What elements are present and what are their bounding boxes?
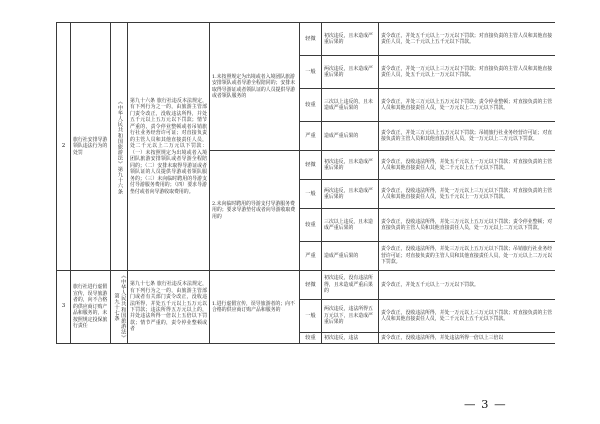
- severity-level: 严重: [300, 122, 322, 151]
- law-basis-text: 《中华人民共和国旅游法》第九十七条: [113, 273, 126, 341]
- penalty-standard: 责令改正，没收违法所得，并处一万元以上三万元以下罚款；对直接负责的主管人员和其他直接责任人员，处五千元以上一万元以下罚款。: [379, 180, 556, 209]
- row-number: 3: [57, 271, 71, 344]
- penalty-standard: 责令改正，并处五千元以上一万元以下罚款；对直接负责的主管人员和其他直接责任人员，处二千元以上五千元以下罚款。: [379, 23, 556, 56]
- law-basis: [111, 271, 128, 344]
- penalty-standard: 责令改正，并处五千元以上一万元以下罚款。: [379, 271, 556, 300]
- violation-circumstance: 两次违反，且未造成严重后果的: [322, 56, 379, 89]
- penalty-standard: 责令改正，没收违法所得，并处三万元以上五万元以下罚款；吊销旅行社业务经营许可证；对直接负责的主管人员和其他直接责任人员，处一万元以上二万元以下罚款。: [379, 242, 556, 271]
- penalty-standard: 责令改正，并处三万元以上五万元以下罚款；责令停业整顿；对直接负责的主管人员和其他直接责任人员，处一万元以上二万元以下罚款。: [379, 89, 556, 122]
- severity-level: 轻微: [300, 23, 322, 56]
- severity-level: 较重: [300, 209, 322, 242]
- severity-level: 轻微: [300, 151, 322, 180]
- violation-item: 旅行社进行虚假宣传，误导旅游者的，向不合格的供应商订购产品和服务的，未按照规定投保旅行责任: [71, 271, 111, 344]
- severity-level: 一般: [300, 56, 322, 89]
- page-number: — 3 —: [464, 397, 507, 411]
- penalty-standard: 责令改正，没收违法所得，并处三万元以上五万元以下罚款；责令停业整顿；对直接负责的主管人员和其他直接责任人员，处一万元以上二万元以下罚款。: [379, 209, 556, 242]
- severity-level: 较重: [300, 333, 322, 344]
- violation-circumstance: 初次违反，违法: [322, 333, 379, 344]
- conduct-type: 1.进行虚假宣传，误导旅游者的；向不合格的供应商订购产品和服务的: [210, 271, 300, 344]
- severity-level: 一般: [300, 300, 322, 333]
- violation-circumstance: 造成严重后果的: [322, 122, 379, 151]
- severity-level: 轻微: [300, 271, 322, 300]
- conduct-type: 1.未按照规定为出境或者入境团队旅游安排领队或者导游全程陪同的；安排未取得导游证或者领队证的人员提供导游或者领队服务的: [210, 23, 300, 151]
- regulation-table-page: [56, 22, 555, 407]
- law-article: 第九十七条 旅行社违反本法规定，有下列行为之一的，由旅游主管部门或者有关部门责令改正，没收违法所得，并处五千元以上五万元以下罚款；违法所得五万元以上的，并处违法所得一倍以上五倍以下罚款；情节严重的，责令停业整顿或者: [128, 271, 210, 344]
- penalty-discretion-table: [56, 22, 555, 344]
- violation-circumstance: 两次违反，违法所得五万元以下，且未造成严重后果的: [322, 300, 379, 333]
- severity-level: 较重: [300, 89, 322, 122]
- violation-circumstance: 初次违反，且未造成严重后果的: [322, 23, 379, 56]
- conduct-type: 2.未向临时聘用的导游支付导游服务费用的；要求导游垫付或者向导游收取费用的: [210, 151, 300, 271]
- penalty-standard: 责令改正，没收违法所得，并处一万元以上三万元以下罚款；对直接负责的主管人员和其他直接责任人员，处二千元以上五千元以下罚款。: [379, 300, 556, 333]
- row-number: 2: [57, 23, 71, 271]
- table-row: [57, 23, 556, 56]
- violation-circumstance: 初次违反，且未造成严重后果的: [322, 151, 379, 180]
- penalty-standard: 责令改正，没收违法所得，并处五千元以上一万元以下罚款；对直接负责的主管人员和其他直接责任人员，处二千元以上五千元以下罚款。: [379, 151, 556, 180]
- violation-item: 旅行社安排导游领队违法行为的处罚: [71, 23, 111, 271]
- violation-circumstance: 三次以上违反，且未造成严重后果的: [322, 209, 379, 242]
- severity-level: 严重: [300, 242, 322, 271]
- law-basis: [111, 23, 128, 271]
- law-article: 第九十六条 旅行社违反本法规定，有下列行为之一的，由旅游主管部门责令改正，没收违法所得，并处五千元以上五万元以下罚款；情节严重的，责令停业整顿或者吊销旅行社业务经营许可证；对直接负责的主管人员和其他直接责任人员，处二千元以上二万元以下罚款：（一）未按照规定为出境或者入境团队旅游安排领队或者导游全程陪同的；（二）安排未取得导游证或者领队证的人员提供导游或者领队服务的；（三）未向临时聘用的导游支付导游服务费用的；（四）要求导游垫付或者向导游收取费用的。: [128, 23, 210, 271]
- violation-circumstance: 两次违反，且未造成严重后果的: [322, 180, 379, 209]
- severity-level: 一般: [300, 180, 322, 209]
- law-basis-text: 《中华人民共和国旅游法》第九十六条: [116, 98, 123, 195]
- penalty-standard: 责令改正，并处三万元以上五万元以下罚款；吊销旅行社业务经营许可证；对直接负责的主管人员和其他直接责任人员，处一万元以上二万元以下罚款。: [379, 122, 556, 151]
- violation-circumstance: 三次以上违反的，且未造成严重后果的: [322, 89, 379, 122]
- table-row: [57, 271, 556, 300]
- penalty-standard: 责令改正，没收违法所得，并处违法所得一倍以上三倍以: [379, 333, 556, 344]
- violation-circumstance: 初次违反，没有违法所得，且未造成严重后果的: [322, 271, 379, 300]
- violation-circumstance: 造成严重后果的: [322, 242, 379, 271]
- penalty-standard: 责令改正，并处一万元以上三万元以下罚款；对直接负责的主管人员和其他直接责任人员，处五千元以上一万元以下罚款。: [379, 56, 556, 89]
